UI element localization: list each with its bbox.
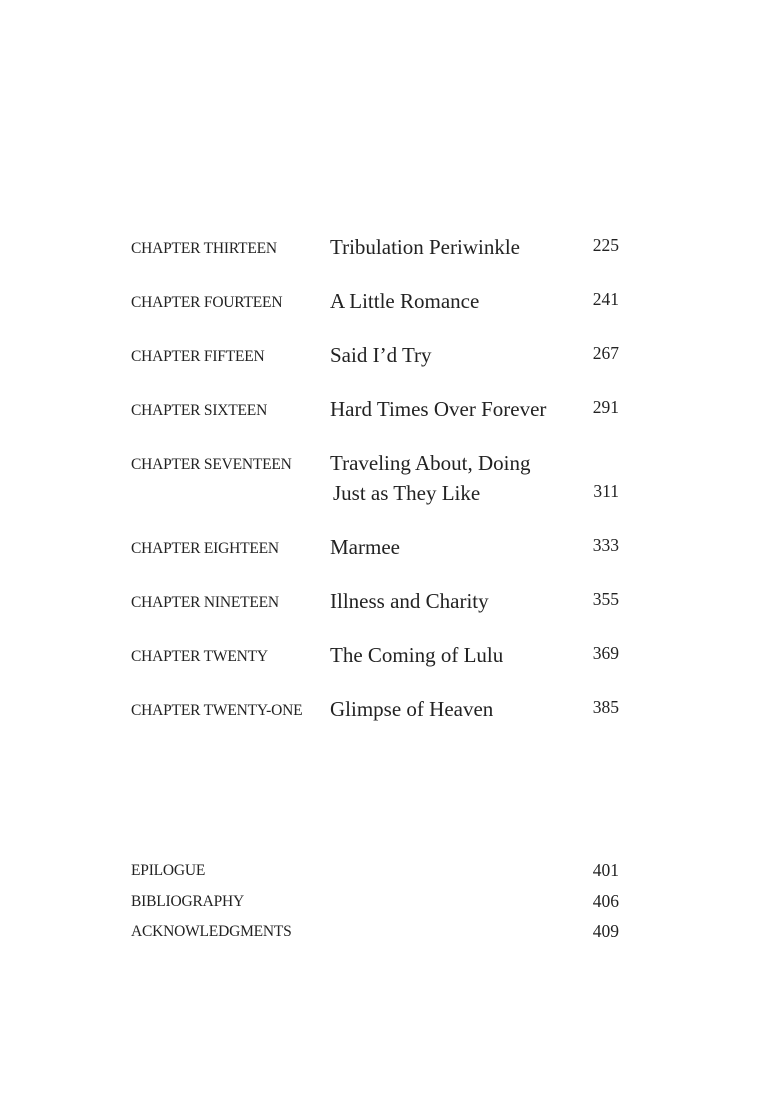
toc-entry-chapter-eighteen bbox=[131, 532, 621, 586]
chapter-title: The Coming of Lulu bbox=[330, 643, 504, 667]
chapter-title: Illness and Charity bbox=[330, 589, 489, 613]
toc-entry-bibliography bbox=[131, 888, 621, 919]
back-matter-list bbox=[131, 857, 621, 949]
toc-entry-chapter-seventeen bbox=[131, 448, 621, 532]
page-number: 291 bbox=[592, 397, 619, 417]
page-number: 406 bbox=[592, 890, 619, 911]
chapter-label: CHAPTER THIRTEEN bbox=[131, 240, 277, 257]
toc-entry-chapter-fourteen bbox=[131, 286, 621, 340]
chapter-label: CHAPTER NINETEEN bbox=[131, 594, 279, 611]
page-number: 333 bbox=[592, 535, 619, 555]
chapter-label: CHAPTER SEVENTEEN bbox=[131, 456, 292, 473]
chapter-title bbox=[330, 448, 530, 508]
chapter-title: Glimpse of Heaven bbox=[330, 697, 494, 721]
chapter-title: A Little Romance bbox=[330, 289, 480, 313]
chapter-title: Said I’d Try bbox=[330, 343, 432, 367]
toc-entry-chapter-twenty-one bbox=[131, 694, 621, 748]
toc-entry-chapter-nineteen bbox=[131, 586, 621, 640]
section-label: ACKNOWLEDGMENTS bbox=[131, 923, 292, 940]
section-label: BIBLIOGRAPHY bbox=[131, 892, 244, 910]
chapter-title: Hard Times Over Forever bbox=[330, 397, 547, 421]
chapter-label: CHAPTER FIFTEEN bbox=[131, 348, 265, 365]
chapter-title: Marmee bbox=[330, 535, 400, 559]
page-number: 385 bbox=[592, 697, 619, 717]
chapter-title-line-1: Traveling About, Doing bbox=[330, 451, 531, 475]
page-number: 311 bbox=[593, 481, 619, 501]
toc-entry-chapter-sixteen bbox=[131, 394, 621, 448]
page-number: 355 bbox=[592, 589, 619, 609]
page-number: 241 bbox=[592, 289, 619, 309]
chapter-title-line-2: Just as They Like bbox=[333, 481, 481, 505]
page-number: 409 bbox=[592, 921, 619, 941]
page-number: 401 bbox=[592, 860, 619, 880]
toc-entry-acknowledgments bbox=[131, 918, 621, 949]
chapter-label: CHAPTER FOURTEEN bbox=[131, 294, 283, 311]
toc-entry-chapter-fifteen bbox=[131, 340, 621, 394]
page-number: 267 bbox=[592, 343, 619, 363]
chapter-label: CHAPTER TWENTY bbox=[131, 648, 268, 665]
chapter-label: CHAPTER EIGHTEEN bbox=[131, 540, 279, 557]
page-number: 369 bbox=[592, 643, 619, 663]
chapter-title: Tribulation Periwinkle bbox=[330, 235, 520, 259]
page-number: 225 bbox=[592, 235, 619, 255]
chapter-label: CHAPTER SIXTEEN bbox=[131, 402, 268, 419]
toc-entry-epilogue bbox=[131, 857, 621, 888]
toc-entry-chapter-thirteen bbox=[131, 232, 621, 286]
chapter-list bbox=[131, 232, 621, 748]
chapter-label: CHAPTER TWENTY-ONE bbox=[131, 702, 303, 719]
toc-entry-chapter-twenty bbox=[131, 640, 621, 694]
section-label: EPILOGUE bbox=[131, 862, 206, 879]
